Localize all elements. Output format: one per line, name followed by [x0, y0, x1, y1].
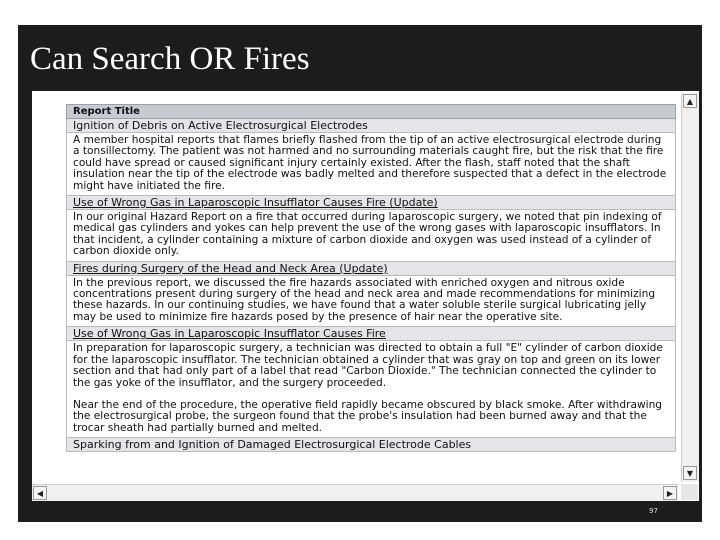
report-title-row[interactable]: Ignition of Debris on Active Electrosurgical Electrodes: [66, 119, 676, 133]
report-title-row[interactable]: Use of Wrong Gas in Laparoscopic Insufflator Causes Fire (Update): [66, 196, 676, 210]
arrow-left-icon[interactable]: ◀: [33, 486, 47, 500]
report-summary: [66, 276, 676, 328]
summary-paragraph: In preparation for laparoscopic surgery, a technician was directed to obtain a full "E" cylinder of carbon dioxide for the laparoscopic insufflator. The technician obtained a cylinder that was gray on top and green on its lower section and that had only part of a label that read "Carbon Dioxide." The technician connected the cylinder to the gas yoke of the insufflator, and the surgery proceeded.: [73, 342, 663, 389]
report-column-header: Report Title: [66, 104, 676, 119]
report-pane[interactable]: [32, 91, 678, 484]
slide-page-number: 97: [649, 507, 658, 515]
summary-paragraph: A member hospital reports that flames briefly flashed from the tip of an active electrosurgical electrode during a tonsillectomy. The patient was not harmed and no surrounding materials caught fire, but the risk that the fire could have spread or caused significant injury certainly existed. After the flash, staff noted that the shaft insulation near the tip of the electrode was badly melted and therefore suspected that a defect in the electrode might have initiated the fire.: [73, 134, 667, 192]
slide-title-bar: [18, 25, 702, 91]
report-table: [66, 104, 676, 452]
report-title-row[interactable]: Fires during Surgery of the Head and Neck Area (Update): [66, 262, 676, 276]
summary-paragraph: In our original Hazard Report on a fire that occurred during laparoscopic surgery, we noted that pin indexing of medical gas cylinders and yokes can help prevent the use of the wrong gases with laparoscopic insufflators. In that incident, a cylinder containing a mixture of carbon dioxide and oxygen was used instead of a cylinder of carbon dioxide only.: [73, 211, 662, 258]
horizontal-scrollbar[interactable]: [32, 484, 678, 501]
report-summary: [66, 341, 676, 438]
arrow-up-icon[interactable]: ▲: [683, 94, 697, 108]
summary-paragraph: In the previous report, we discussed the fire hazards associated with enriched oxygen and nitrous oxide concentrations present during surgery of the head and neck area and made recommendations for minimizing these hazards. In our continuing studies, we have found that a water soluble sterile surgical lubricating jelly may be used to minimize fire hazards posed by the presence of hair near the operative site.: [73, 276, 656, 323]
vertical-scrollbar[interactable]: [681, 93, 699, 482]
report-title-row[interactable]: Sparking from and Ignition of Damaged Electrosurgical Electrode Cables: [66, 438, 676, 452]
slide-footer-bar: [18, 501, 702, 522]
report-title-row[interactable]: Use of Wrong Gas in Laparoscopic Insufflator Causes Fire: [66, 327, 676, 341]
arrow-down-icon[interactable]: ▼: [683, 466, 697, 480]
slide-title: Can Search OR Fires: [30, 41, 310, 77]
slide-right-border: [699, 91, 702, 501]
arrow-right-icon[interactable]: ▶: [663, 486, 677, 500]
scrollbar-corner: [681, 484, 698, 500]
summary-paragraph: Near the end of the procedure, the operative field rapidly became obscured by black smoke. After withdrawing the electrosurgical probe, the surgeon found that the probe's insulation had been burned away and that the trocar sheath had partially burned and melted.: [73, 398, 663, 434]
slide-left-border: [18, 91, 32, 501]
report-summary: [66, 133, 676, 196]
screenshot-frame: [32, 91, 699, 501]
report-summary: [66, 210, 676, 262]
